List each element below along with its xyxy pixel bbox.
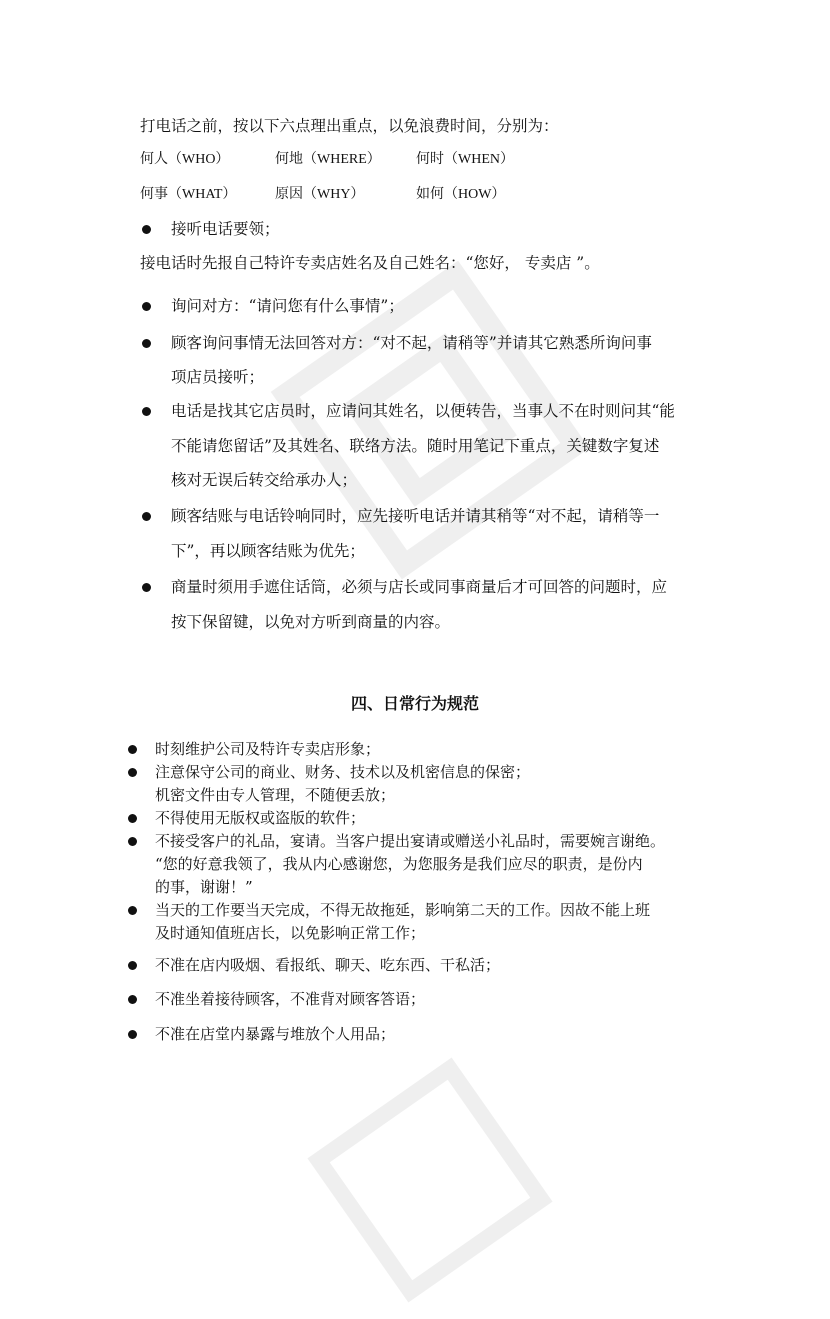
bullet-icon <box>142 225 151 234</box>
answer-item-5-line-1: 商量时须用手遮住话筒，必须与店长或同事商量后才可回答的问题时，应 <box>171 578 668 596</box>
answer-title: 接听电话要领； <box>171 220 280 238</box>
daily-rule-1: 时刻维护公司及特许专卖店形象； <box>155 740 381 758</box>
daily-rule-4-line-2: “您的好意我领了，我从内心感谢您，为您服务是我们应尽的职责，是份内 <box>155 855 643 873</box>
section-heading-daily: 四、日常行为规范 <box>350 694 479 713</box>
bullet-icon <box>128 995 137 1004</box>
answer-item-5-line-2: 按下保留键，以免对方听到商量的内容。 <box>171 613 451 631</box>
bullet-icon <box>142 512 151 521</box>
answer-item-1-line-1: 询问对方：“请问您有什么事情”； <box>171 297 404 315</box>
daily-rule-8: 不准在店堂内暴露与堆放个人用品； <box>155 1025 396 1043</box>
answer-item-4-line-2: 下”，再以顾客结账为优先； <box>171 542 365 560</box>
daily-rule-6: 不准在店内吸烟、看报纸、聊天、吃东西、干私活； <box>155 956 501 974</box>
daily-rule-5-line-1: 当天的工作要当天完成，不得无故拖延，影响第二天的工作。因故不能上班 <box>155 901 651 919</box>
point-where: 何地（WHERE） <box>275 152 381 167</box>
bullet-icon <box>128 745 137 754</box>
point-when: 何时（WHEN） <box>416 152 514 167</box>
bullet-icon <box>128 1030 137 1039</box>
bullet-icon <box>128 837 137 846</box>
point-who: 何人（WHO） <box>140 152 230 167</box>
bullet-icon <box>128 814 137 823</box>
phone-prep-intro: 打电话之前，按以下六点理出重点，以免浪费时间，分别为： <box>140 117 559 135</box>
answer-item-4-line-1: 顾客结账与电话铃响同时，应先接听电话并请其稍等“对不起，请稍等一 <box>171 507 660 525</box>
bullet-icon <box>128 906 137 915</box>
point-how: 如何（HOW） <box>416 187 506 202</box>
bullet-icon <box>142 302 151 311</box>
bullet-icon <box>128 768 137 777</box>
daily-rule-4-line-1: 不接受客户的礼品，宴请。当客户提出宴请或赠送小礼品时，需要婉言谢绝。 <box>155 832 666 850</box>
point-what: 何事（WHAT） <box>140 187 237 202</box>
greeting-line: 接电话时先报自己特许专卖店姓名及自己姓名：“您好， 专卖店 ”。 <box>140 254 600 272</box>
watermark-icon-lower <box>291 1041 570 1319</box>
daily-rule-2-continued: 机密文件由专人管理，不随便丢放； <box>155 786 396 804</box>
daily-rule-2: 注意保守公司的商业、财务、技术以及机密信息的保密； <box>155 763 531 781</box>
daily-rule-7: 不准坐着接待顾客，不准背对顾客答语； <box>155 990 426 1008</box>
bullet-icon <box>142 583 151 592</box>
bullet-icon <box>142 339 151 348</box>
answer-item-2-line-1: 顾客询问事情无法回答对方：“对不起，请稍等”并请其它熟悉所询问事 <box>171 334 652 352</box>
answer-item-2-line-2: 项店员接听； <box>171 368 265 386</box>
answer-item-3-line-2: 不能请您留话”及其姓名、联络方法。随时用笔记下重点，关键数字复述 <box>171 437 660 455</box>
answer-item-3-line-3: 核对无误后转交给承办人； <box>171 471 358 489</box>
daily-rule-5-line-2: 及时通知值班店长，以免影响正常工作； <box>155 924 426 942</box>
daily-rule-4-line-3: 的事，谢谢！” <box>155 878 253 896</box>
point-why: 原因（WHY） <box>275 187 365 202</box>
answer-item-3-line-1: 电话是找其它店员时，应请问其姓名，以便转告，当事人不在时则问其“能 <box>171 402 675 420</box>
daily-rule-3: 不得使用无版权或盗版的软件； <box>155 809 366 827</box>
bullet-icon <box>142 407 151 416</box>
bullet-icon <box>128 961 137 970</box>
